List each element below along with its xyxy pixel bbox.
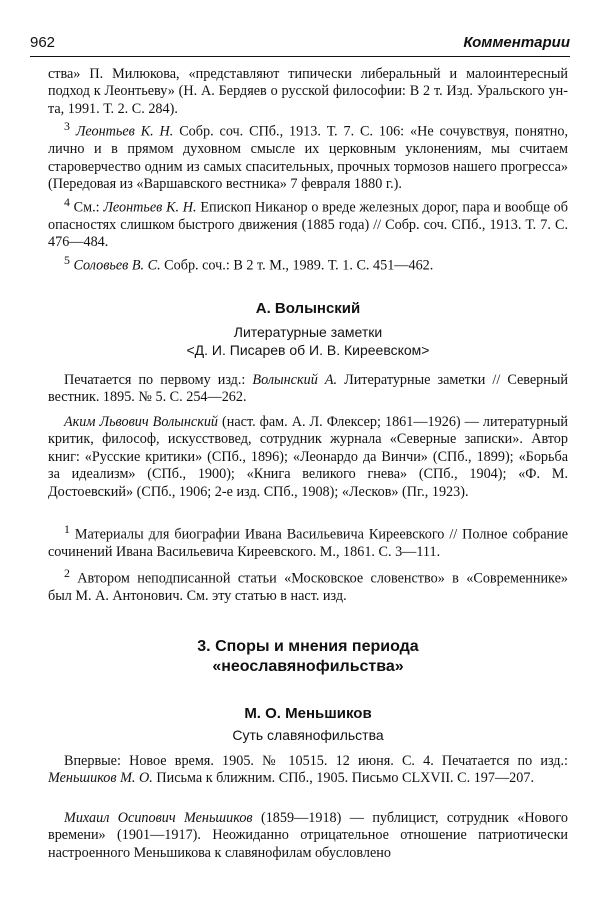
note-5: $^5$ Соловьев В. С. Собр. соч.: В 2 т. М., 1989. Т. 1. С. 451—462. (64, 252, 434, 274)
header-rule (30, 56, 570, 57)
volynsky-bio: Аким Львович Волынский (наст. фам. А. Л. Флексер; 1861—1926) — литературный критик, философ, искусствовед, сотрудник журнала «Северные записки». Автор книг: «Русские критики» (СПб., 1896); «Леонардо да Винчи» (СПб., 1899); «Борьба за идеализм» (СПб., 1900); «Книга великого гнева» (СПб., 1904); «Ф. М. Достоевский» (СПб., 1906; 2-е изд. СПб., 1908); «Лесков» (Пг., 1923). (48, 414, 569, 500)
volynsky-work-subtitle: <Д. И. Писарев об И. В. Киреевском> (186, 342, 430, 359)
note-3: $^3$ Леонтьев К. Н. Собр. соч. СПб., 1913. Т. 7. С. 106: «Не сочувствуя, понятно, лично и в прямом духовном смысле их церковным уклонениям, мы считаем староверчество одним из самых спасительных, прочных тормозов нашего прогресса» (Передовая из «Варшавского вестника» 7 февраля 1880 г.). (48, 119, 569, 193)
menshikov-section (48, 705, 568, 744)
page-number: 962 (30, 34, 56, 51)
section-title: Комментарии (463, 34, 570, 51)
volynsky-section (48, 300, 568, 359)
volynsky-notes (48, 521, 568, 605)
volynsky-note-1: $^1$ Материалы для биографии Ивана Васильевича Киреевского // Полное собрание сочинений Ивана Васильевича Киреевского. М., 1861. С. 3—111. (48, 522, 568, 561)
volynsky-work-title: Литературные заметки (233, 324, 383, 341)
volynsky-heading: А. Волынский (255, 300, 361, 317)
menshikov-source: Впервые: Новое время. 1905. № 10515. 12 июня. С. 4. Печатается по изд.: Меньшиков М. О. Письма к ближним. СПб., 1905. Письмо CLXVII. С. 197—207. (48, 753, 568, 787)
running-header (30, 32, 570, 56)
section-3-heading: 3. Споры и мнения периода «неославянофильства» (197, 638, 419, 675)
notes-top (48, 66, 568, 275)
note-continuation: ства» П. Милюкова, «представляют типически либеральный и малоинтересный подход к Леонтьеву» (Н. А. Бердяев о русской философии: В 2 т. Изд. Уральского ун-та, 1991. Т. 2. С. 284). (48, 66, 568, 117)
menshikov-heading: М. О. Меньшиков (244, 705, 372, 722)
menshikov-bio: Михаил Осипович Меньшиков (1859—1918) — публицист, сотрудник «Нового времени» (1901—1917). Неожиданно отрицательное отношение патриотически настроенного Меньшикова к славянофилам обусловлено (48, 810, 568, 861)
note-4: $^4$ См.: Леонтьев К. Н. Епископ Никанор о вреде железных дорог, пара и вообще об опасностях слишком быстрого движения (1885 года) // Собр. соч. СПб., 1913. Т. 7. С. 476—484. (48, 194, 568, 251)
volynsky-source: Печатается по первому изд.: Волынский А. Литературные заметки // Северный вестник. 1895. № 5. С. 254—262. (48, 372, 568, 406)
menshikov-work-title: Суть славянофильства (232, 727, 384, 744)
volynsky-note-2: $^2$ Автором неподписанной статьи «Московское словенство» в «Современнике» был М. А. Антонович. См. эту статью в наст. изд. (48, 565, 568, 604)
